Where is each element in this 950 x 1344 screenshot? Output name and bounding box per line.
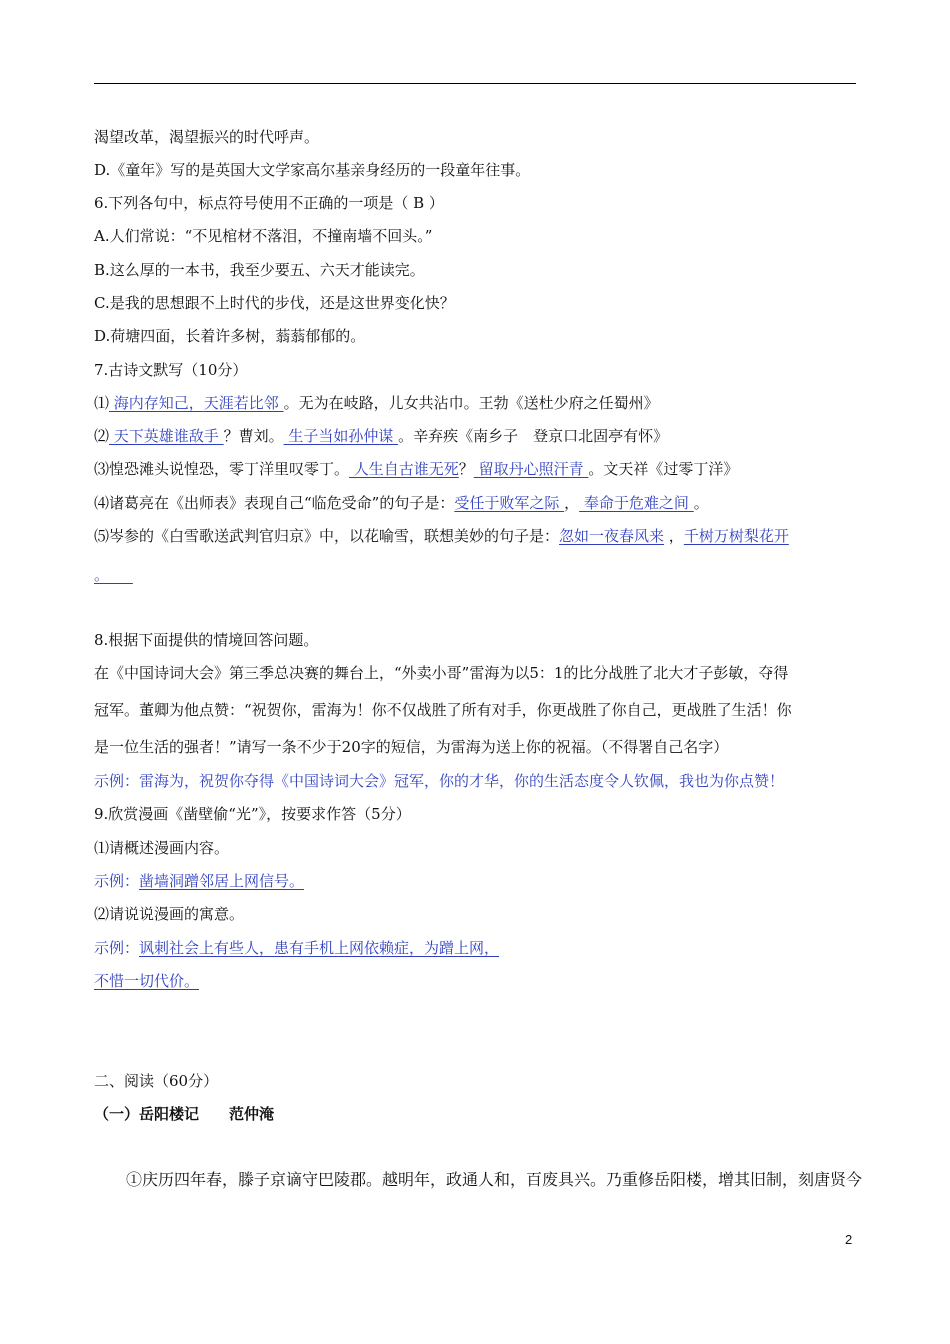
question-8-context: 是一位生活的强者！”请写一条不少于20字的短信，为雷海为送上你的祝福。（不得署自己名字）: [94, 738, 729, 756]
option-d-childhood: D.《童年》写的是英国大文学家高尔基亲身经历的一段童年往事。: [94, 161, 531, 179]
question-9: 9.欣赏漫画《凿壁偷“光”》，按要求作答（5分）: [94, 805, 411, 823]
poem-item-5: [94, 526, 789, 546]
subsection-heading: （一）岳阳楼记 范仲淹: [94, 1105, 275, 1123]
answer-blank: 天涯若比邻: [203, 394, 284, 412]
question-8-context: 冠军。董卿为他点赞：“祝贺你，雷海为！你不仅战胜了所有对手，你更战胜了你自己，更战胜了生活！你: [94, 701, 792, 719]
question-9-part-1-answer: [94, 871, 304, 891]
question-8-context: 在《中国诗词大会》第三季总决赛的舞台上，“外卖小哥”雷海为以5：1的比分战胜了北大才子彭敏，夺得: [94, 664, 789, 682]
option-b: B.这么厚的一本书，我至少要五、六天才能读完。: [94, 261, 425, 279]
text: ？: [458, 460, 474, 478]
text: ⑷诸葛亮在《出师表》表现自己“临危受命”的句子是：: [94, 494, 455, 512]
answer-blank: 留取丹心照汗青: [473, 460, 589, 478]
answer-blank: 海内存知己，: [109, 394, 204, 412]
answer-blank: 生子当如孙仲谋: [283, 427, 399, 445]
text: ⑶惶恐滩头说惶恐，零丁洋里叹零丁。: [94, 460, 350, 478]
text: 。文天祥《过零丁洋》: [588, 460, 739, 478]
question-6: 6.下列各句中，标点符号使用不正确的一项是（ B ）: [94, 194, 444, 212]
answer-text: 不惜一切代价。: [94, 972, 200, 990]
answer-blank-fill: [109, 566, 133, 584]
answer-blank: 受任于败军之际: [454, 494, 565, 512]
answer-text: 讽刺社会上有些人，患有手机上网依赖症，为蹭上网，: [139, 939, 500, 957]
text: ？曹刘。: [223, 427, 284, 445]
answer-blank: 千树万树梨花开: [683, 527, 789, 545]
question-9-part-2-answer: [94, 938, 499, 958]
option-d: D.荷塘四面，长着许多树，蓊蓊郁郁的。: [94, 327, 366, 345]
item-number: ⑴: [94, 394, 110, 412]
reading-paragraph: ①庆历四年春，滕子京谪守巴陵郡。越明年，政通人和，百废具兴。乃重修岳阳楼，增其旧制，刻唐贤今: [126, 1170, 863, 1189]
question-7: 7.古诗文默写（10分）: [94, 361, 248, 379]
answer-blank: 奉命于危难之间: [579, 494, 694, 512]
question-8: 8.根据下面提供的情境回答问题。: [94, 631, 319, 649]
answer-blank: 天下英雄谁敌手: [109, 427, 224, 445]
answer-label: 示例：: [94, 872, 140, 890]
text: ⑸岑参的《白雪歌送武判官归京》中，以花喻雪，联想美妙的句子是：: [94, 527, 560, 545]
answer-blank: 人生自古谁无死: [349, 460, 459, 478]
question-8-answer: 示例：雷海为，祝贺你夺得《中国诗词大会》冠军，你的才华，你的生活态度令人钦佩，我也为你点赞！: [94, 772, 785, 790]
answer-text: 凿墙洞蹭邻居上网信号。: [139, 872, 305, 890]
text: 。: [693, 494, 709, 512]
poem-item-3: [94, 459, 738, 479]
poem-item-2: [94, 426, 668, 446]
question-9-part-1: ⑴请概述漫画内容。: [94, 839, 230, 857]
poem-item-5-end: [94, 565, 133, 585]
item-number: ⑵: [94, 427, 110, 445]
answer-blank: 忽如一夜春风来: [559, 527, 665, 545]
question-9-part-2-answer-cont: [94, 971, 199, 991]
section-heading: 二、阅读（60分）: [94, 1072, 219, 1090]
text-line: 渴望改革，渴望振兴的时代呼声。: [94, 128, 320, 146]
question-9-part-2: ⑵请说说漫画的寓意。: [94, 905, 245, 923]
text: ，: [564, 494, 580, 512]
poem-item-1: [94, 393, 659, 413]
text: ，: [664, 527, 684, 545]
option-c: C.是我的思想跟不上时代的步伐，还是这世界变化快？: [94, 294, 455, 312]
header-rule: [94, 83, 856, 84]
answer-blank: 。: [94, 566, 110, 584]
poem-item-4: [94, 493, 709, 513]
text: 。无为在岐路，儿女共沾巾。王勃《送杜少府之任蜀州》: [283, 394, 659, 412]
answer-label: 示例：: [94, 939, 140, 957]
text: 。辛弃疾《南乡子 登京口北固亭有怀》: [398, 427, 669, 445]
option-a: A.人们常说：“不见棺材不落泪，不撞南墙不回头。”: [94, 227, 433, 245]
page-number: 2: [845, 1232, 853, 1247]
